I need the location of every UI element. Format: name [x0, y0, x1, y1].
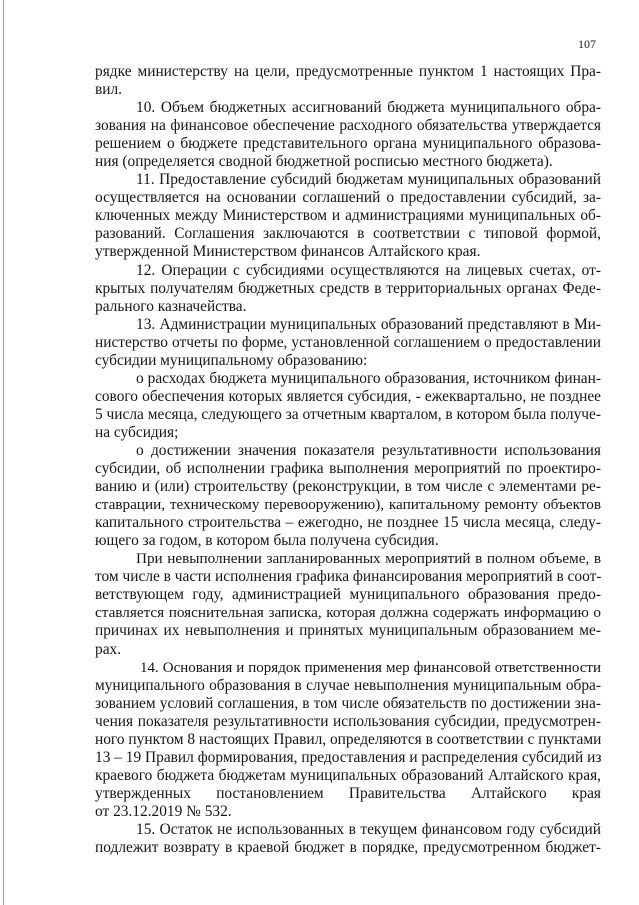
text-line: утвержденной Министерством финансов Алтайского края. [95, 243, 481, 261]
text-line: 14. Основания и порядок применения мер финансовой ответственности [140, 659, 601, 676]
text-line: утвержденных постановлением Правительства Алтайского края [95, 784, 601, 802]
text-line: осуществляется на основании соглашений о предоставлении субсидий, за- [95, 189, 601, 207]
text-line: ванию и (или) строительству (реконструкции, в том числе с элементами ре- [95, 478, 601, 496]
text-line: субсидии, об исполнении графика выполнения мероприятий по проектиро- [95, 460, 601, 478]
text-line: ветствующем году, администрацией муниципального образования предо- [95, 586, 601, 604]
text-line: о расходах бюджета муниципального образования, источником финан- [136, 369, 601, 387]
text-line: крытых получателям бюджетных средств в территориальных органах Феде- [95, 279, 601, 297]
text-line: решением о бюджете представительного органа муниципального образова- [95, 135, 601, 153]
text-line: сового обеспечения которых является субсидия, - ежеквартально, не позднее [95, 387, 601, 405]
text-line: капитального строительства – ежегодно, не позднее 15 числа месяца, следу- [95, 514, 601, 532]
text-line: При невыполнении запланированных мероприятий в полном объеме, в [136, 550, 601, 568]
text-line: ставрации, техническому перевооружению), капитальному ремонту объектов [95, 496, 601, 514]
text-line: 15. Остаток не использованных в текущем финансовом году субсидий [136, 820, 601, 838]
text-line: ного пунктом 8 настоящих Правил, определяются в соответствии с пунктами [95, 730, 602, 748]
text-line: нистерство отчеты по форме, установленной соглашением о предоставлении [95, 333, 601, 351]
page-number: 107 [578, 37, 596, 51]
text-line: ния (определяется сводной бюджетной росписью местного бюджета). [95, 153, 553, 171]
text-line: 12. Операции с субсидиями осуществляются на лицевых счетах, от- [136, 261, 601, 279]
text-line: зованием условий соглашения, в том числе обязательств по достижении зна- [95, 694, 601, 712]
text-line: подлежит возврату в краевой бюджет в порядке, предусмотренном бюджет- [95, 839, 601, 857]
text-line: 11. Предоставление субсидий бюджетам муниципальных образований [136, 171, 601, 189]
text-line: о достижении значения показателя результативности использования [136, 441, 601, 459]
text-line: 13 – 19 Правил формирования, предоставления и распределения субсидий из [95, 748, 602, 766]
text-line: рального казначейства. [95, 297, 247, 315]
text-line: субсидии муниципальному образованию: [95, 351, 368, 369]
text-line: рах. [95, 640, 122, 658]
text-line: ставляется пояснительная записка, которая должна содержать информацию о [95, 604, 601, 622]
text-line: разований. Соглашения заключаются в соответствии с типовой формой, [95, 225, 601, 243]
text-line: краевого бюджета бюджетам муниципальных образований Алтайского края, [95, 766, 601, 784]
text-line: рядке министерству на цели, предусмотренные пунктом 1 настоящих Пра- [95, 63, 601, 80]
text-line: том числе в части исполнения графика финансирования мероприятий в соот- [95, 568, 602, 586]
text-line: вил. [95, 81, 123, 99]
text-line: чения показателя результативности использования субсидии, предусмотрен- [95, 712, 601, 730]
text-line: муниципального образования в случае невыполнения муниципальным обра- [95, 676, 601, 694]
text-line: ющего за годом, в котором была получена субсидия. [95, 532, 439, 550]
text-line: ключенных между Министерством и администрациями муниципальных об- [95, 207, 601, 225]
page-edge [3, 0, 4, 905]
document-body [95, 63, 601, 857]
text-line: на субсидия; [95, 423, 179, 441]
text-line: 5 числа месяца, следующего за отчетным кварталом, в котором была получе- [95, 405, 601, 423]
text-line: от 23.12.2019 № 532. [95, 802, 232, 820]
text-line: причинах их невыполнения и принятых муниципальным образованием ме- [95, 622, 601, 640]
text-line: 10. Объем бюджетных ассигнований бюджета муниципального обра- [136, 99, 601, 117]
text-line: 13. Администрации муниципальных образований представляют в Ми- [136, 315, 601, 333]
text-line: зования на финансовое обеспечение расходного обязательства утверждается [95, 117, 601, 135]
